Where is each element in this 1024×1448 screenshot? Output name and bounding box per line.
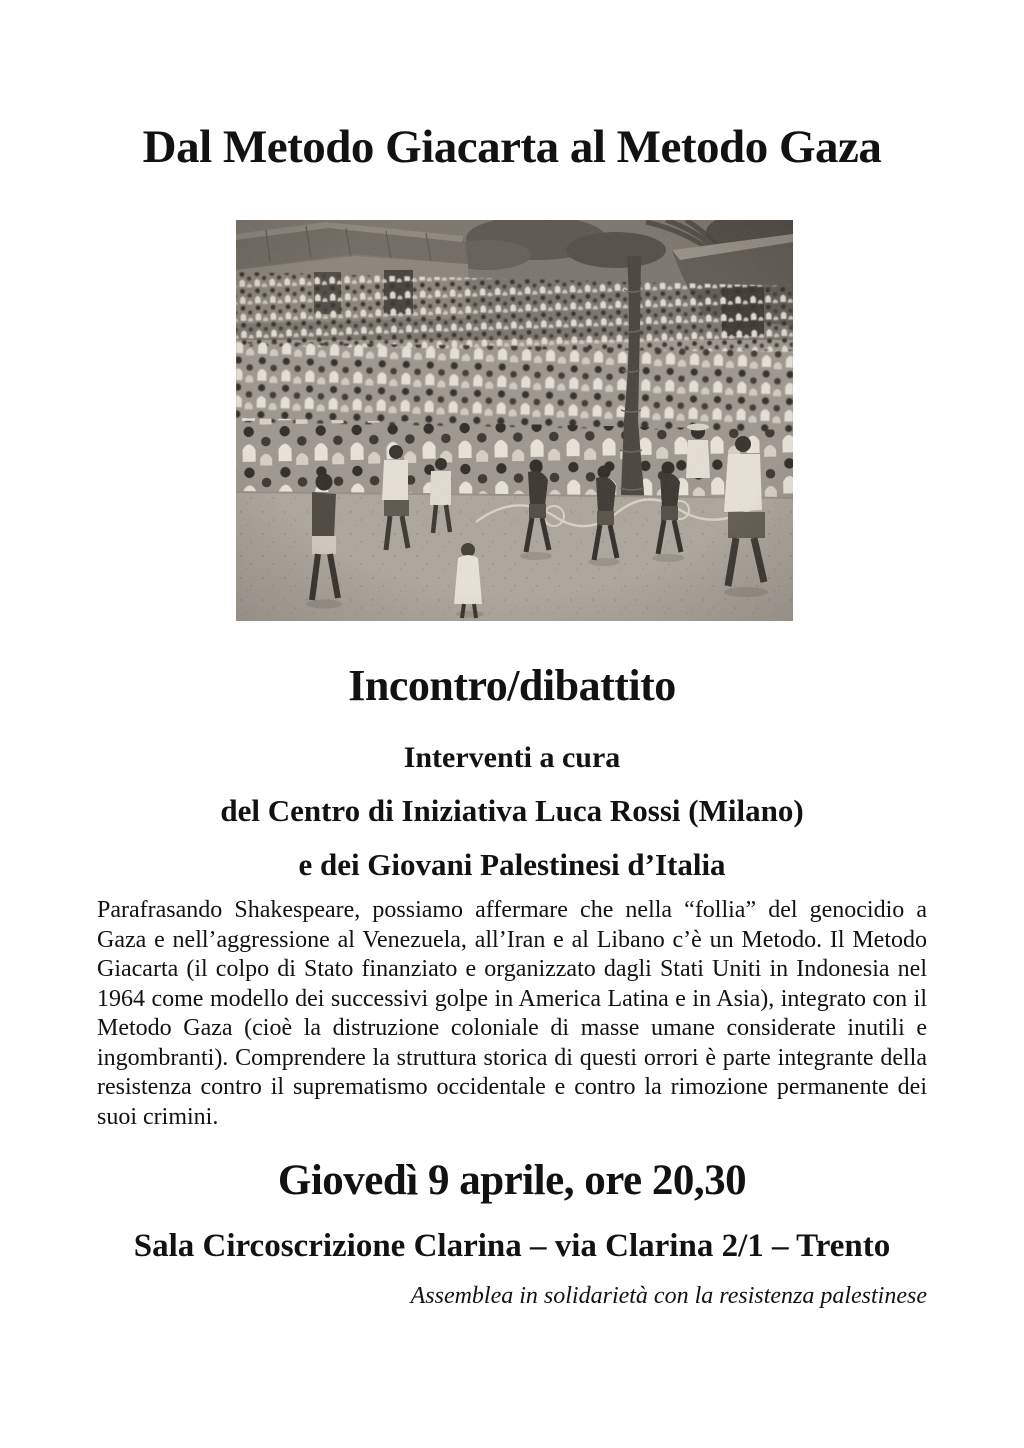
event-location: Sala Circoscrizione Clarina – via Clarina 2/1 – Trento bbox=[133, 1228, 891, 1264]
speakers-intro: Interventi a cura bbox=[403, 741, 621, 774]
solidarity-note: Assemblea in solidarietà con la resistenza palestinese bbox=[410, 1283, 927, 1309]
organizer-line-2: e dei Giovani Palestinesi d’Italia bbox=[298, 847, 726, 882]
description-paragraph: Parafrasando Shakespeare, possiamo affermare che nella “follia” del genocidio a Gaza e nell’aggressione al Venezuela, all’Iran e al Libano c’è un Metodo. Il Metodo Giacarta (il colpo di Stato finanziato e organizzato dagli Stati Uniti in Indonesia nel 1964 come modello dei successivi golpe in America Latina e in Asia), integrato con il Metodo Gaza (cioè la distruzione coloniale di masse umane considerate inutili e ingombranti). Comprendere la struttura storica di questi orrori è parte integrante della resistenza contro il suprematismo occidentale e contro la rimozione permanente dei suoi crimini. bbox=[97, 897, 927, 1130]
event-heading: Incontro/dibattito bbox=[348, 661, 676, 710]
historical-crowd-photo bbox=[236, 220, 793, 621]
flyer-title: Dal Metodo Giacarta al Metodo Gaza bbox=[142, 121, 882, 173]
organizer-line-1: del Centro di Iniziativa Luca Rossi (Milano) bbox=[220, 793, 804, 828]
event-datetime: Giovedì 9 aprile, ore 20,30 bbox=[277, 1157, 747, 1204]
